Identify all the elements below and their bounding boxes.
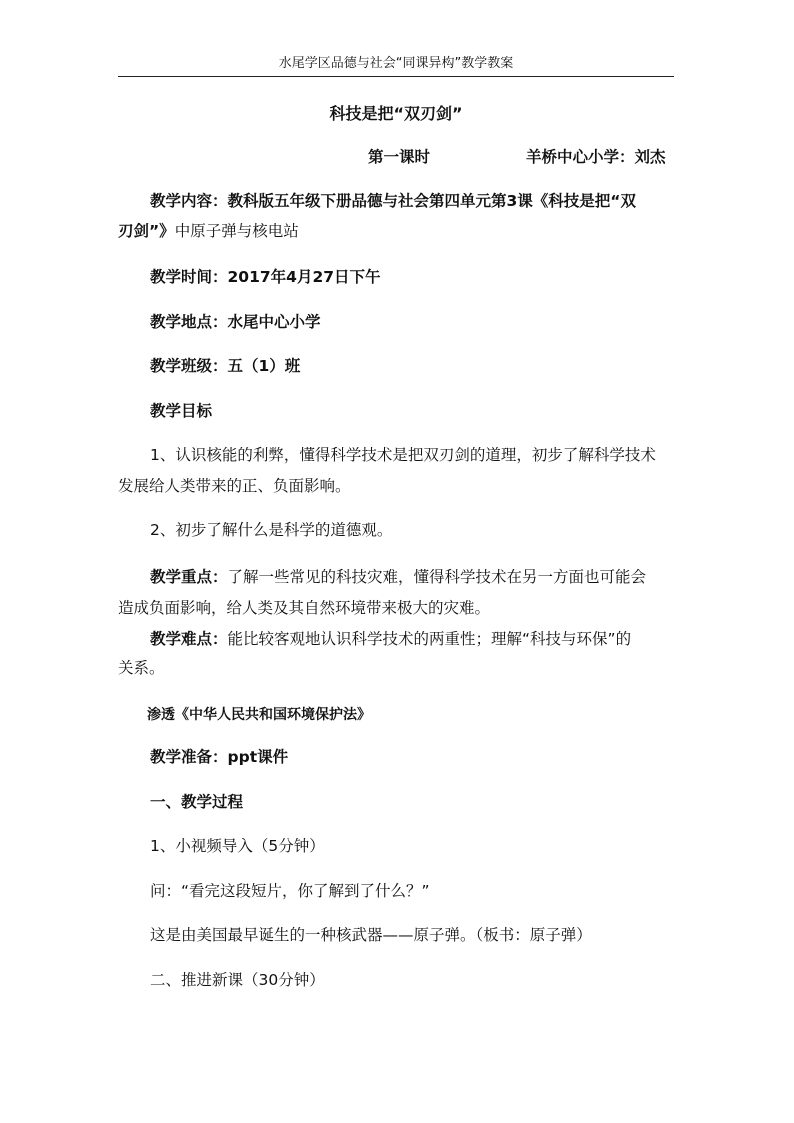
section2-heading: 二、推进新课（30分钟） <box>150 971 325 989</box>
preparation-value: ppt课件 <box>227 748 289 766</box>
goal1-line-2: 发展给人类带来的正、负面影响。 <box>118 477 351 495</box>
class-line <box>118 353 706 379</box>
key-point-text-1: 了解一些常见的科技灾难，懂得科学技术在另一方面也可能会 <box>227 568 647 586</box>
key-point-label: 教学重点： <box>150 568 228 586</box>
time-label: 教学时间： <box>150 268 228 286</box>
content-text-2: 中原子弹与核电站 <box>174 222 299 240</box>
question-line: 问：“看完这段短片，你了解到了什么？” <box>150 882 430 900</box>
content-label: 教学内容： <box>150 192 228 210</box>
key-point-line-2: 造成负面影响，给人类及其自然环境带来极大的灾难。 <box>118 599 491 617</box>
page-header: 水尾学区品德与社会“同课异构”教学教案 <box>278 56 514 71</box>
time-value: 2017年4月27日下午 <box>227 268 381 286</box>
step1: 1、小视频导入（5分钟） <box>150 837 325 855</box>
difficulty-text-1: 能比较客观地认识科学技术的两重性；理解“科技与环保”的 <box>227 630 632 648</box>
place-line <box>118 309 706 335</box>
preparation-label: 教学准备： <box>150 748 228 766</box>
content-line-1 <box>118 188 706 214</box>
law-line: 渗透《中华人民共和国环境保护法》 <box>147 707 371 723</box>
content-text-1: 教科版五年级下册品德与社会第四单元第3课《科技是把“双 <box>227 192 636 210</box>
preparation-line <box>118 744 706 770</box>
place-label: 教学地点： <box>150 313 228 331</box>
goal1-line-1: 1、认识核能的利弊，懂得科学技术是把双刃剑的道理，初步了解科学技术 <box>150 446 656 464</box>
difficulty-line-2: 关系。 <box>118 659 165 677</box>
lesson-title: 科技是把“双刃剑” <box>329 104 463 123</box>
answer-line: 这是由美国最早诞生的一种核武器——原子弹。（板书：原子弹） <box>150 926 592 944</box>
content-line-2 <box>118 218 674 244</box>
goal2: 2、初步了解什么是科学的道德观。 <box>150 521 393 539</box>
place-value: 水尾中心小学 <box>227 313 321 331</box>
content-text-2-bold: 刃剑”》 <box>118 222 175 240</box>
class-label: 教学班级： <box>150 357 228 375</box>
goals-heading: 教学目标 <box>150 402 213 420</box>
lesson-number: 第一课时 <box>368 148 431 166</box>
header-rule <box>118 76 674 77</box>
time-line <box>118 264 706 290</box>
class-value: 五（1）班 <box>227 357 301 375</box>
school-teacher: 羊桥中心小学：刘杰 <box>526 148 666 166</box>
difficulty-line-1 <box>118 626 706 652</box>
difficulty-label: 教学难点： <box>150 630 228 648</box>
key-point-line-1 <box>118 564 706 590</box>
process-heading: 一、教学过程 <box>150 793 244 811</box>
